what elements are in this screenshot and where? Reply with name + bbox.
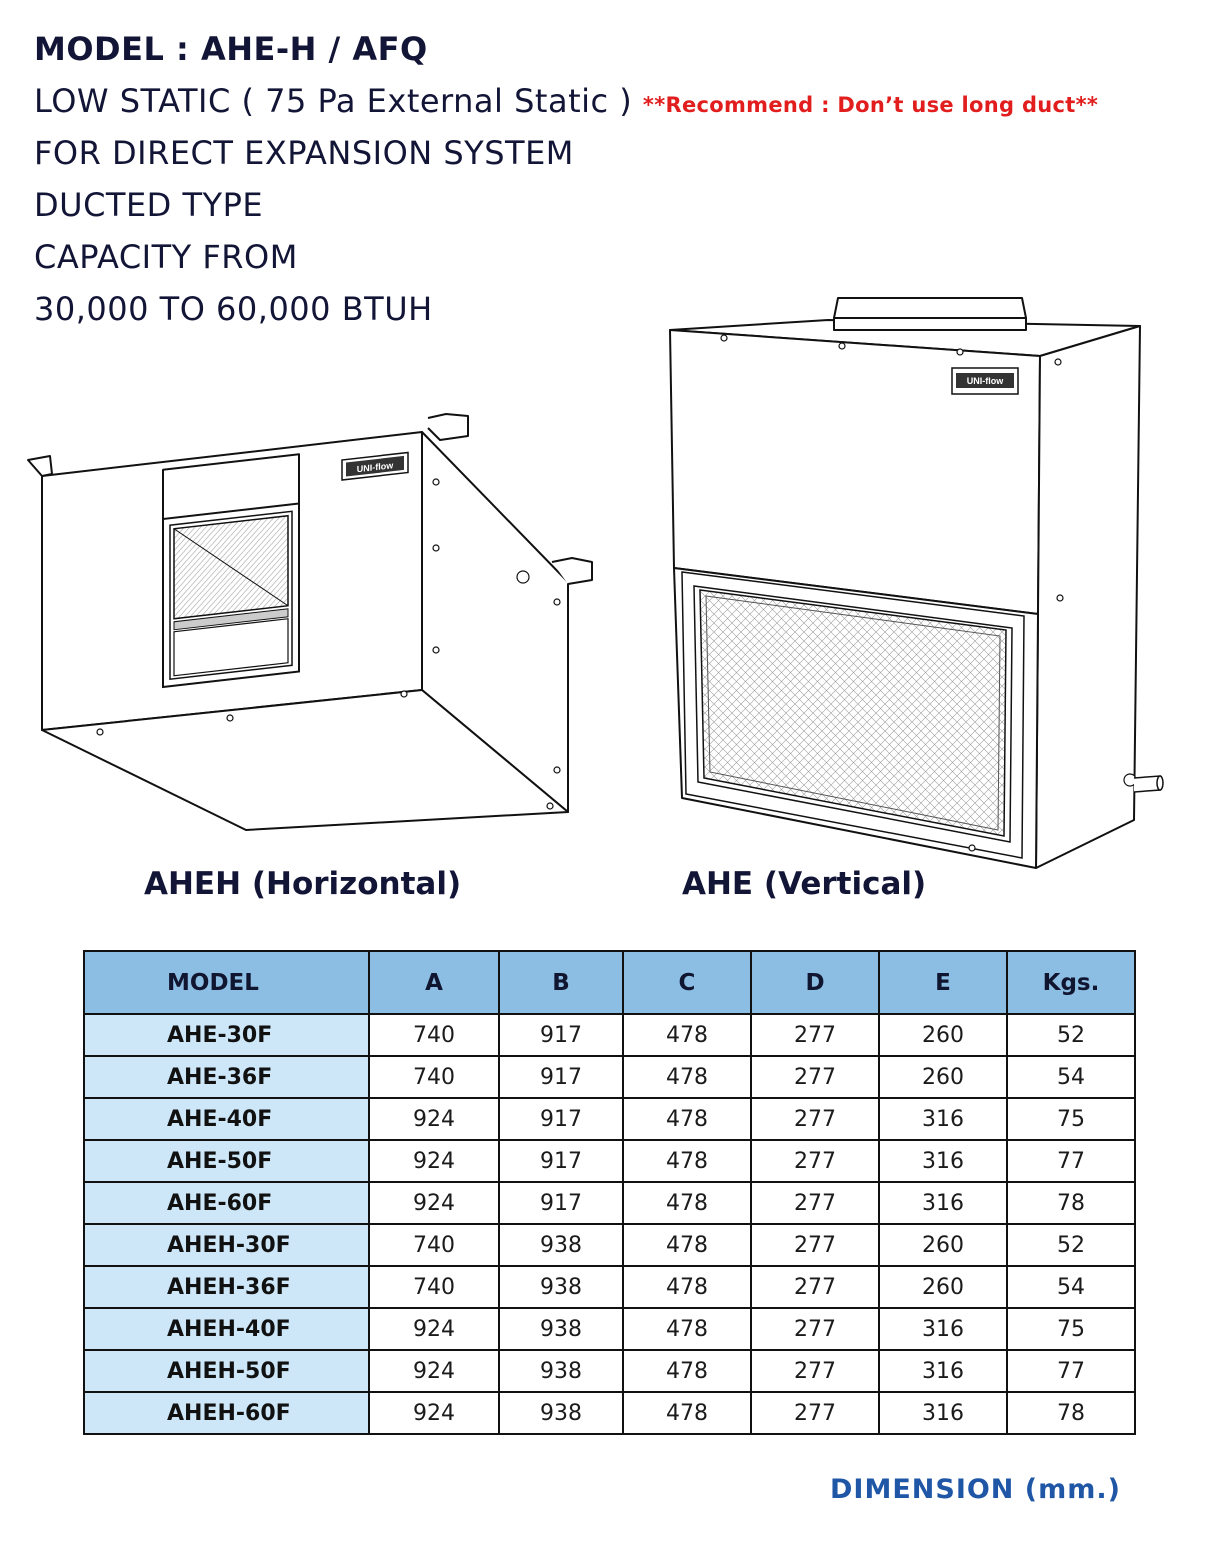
- kgs-cell: 54: [1007, 1266, 1135, 1308]
- column-header-e: E: [879, 951, 1007, 1014]
- table-row: [84, 1140, 1135, 1182]
- e-cell: 316: [879, 1140, 1007, 1182]
- d-cell: 277: [751, 1350, 879, 1392]
- kgs-cell: 78: [1007, 1392, 1135, 1434]
- system-line: FOR DIRECT EXPANSION SYSTEM: [34, 134, 574, 172]
- model-cell: AHE-40F: [84, 1098, 369, 1140]
- b-cell: 917: [499, 1098, 623, 1140]
- c-cell: 478: [623, 1140, 751, 1182]
- model-title: MODEL : AHE-H / AFQ: [34, 30, 428, 68]
- static-text: LOW STATIC ( 75 Pa External Static ): [34, 82, 633, 120]
- d-cell: 277: [751, 1392, 879, 1434]
- e-cell: 260: [879, 1056, 1007, 1098]
- e-cell: 316: [879, 1182, 1007, 1224]
- kgs-cell: 78: [1007, 1182, 1135, 1224]
- b-cell: 917: [499, 1182, 623, 1224]
- capacity-line: CAPACITY FROM: [34, 238, 298, 276]
- column-header-d: D: [751, 951, 879, 1014]
- model-cell: AHEH-60F: [84, 1392, 369, 1434]
- a-cell: 740: [369, 1224, 499, 1266]
- kgs-cell: 75: [1007, 1098, 1135, 1140]
- e-cell: 316: [879, 1350, 1007, 1392]
- table-row: [84, 1266, 1135, 1308]
- table-row: [84, 1350, 1135, 1392]
- a-cell: 924: [369, 1392, 499, 1434]
- c-cell: 478: [623, 1350, 751, 1392]
- table-row: [84, 1224, 1135, 1266]
- b-cell: 938: [499, 1308, 623, 1350]
- b-cell: 938: [499, 1224, 623, 1266]
- svg-text:UNI-flow: UNI-flow: [356, 460, 394, 475]
- column-header-model: MODEL: [84, 951, 369, 1014]
- d-cell: 277: [751, 1182, 879, 1224]
- a-cell: 740: [369, 1056, 499, 1098]
- horizontal-caption: AHEH (Horizontal): [144, 866, 462, 902]
- b-cell: 917: [499, 1014, 623, 1056]
- column-header-kgs: Kgs.: [1007, 951, 1135, 1014]
- table-header-row: [84, 951, 1135, 1014]
- b-cell: 917: [499, 1056, 623, 1098]
- type-line: DUCTED TYPE: [34, 186, 264, 224]
- table-row: [84, 1308, 1135, 1350]
- vertical-unit-illustration: [660, 290, 1180, 870]
- b-cell: 938: [499, 1266, 623, 1308]
- d-cell: 277: [751, 1266, 879, 1308]
- a-cell: 740: [369, 1014, 499, 1056]
- kgs-cell: 52: [1007, 1014, 1135, 1056]
- dimension-table: [83, 950, 1136, 1435]
- kgs-cell: 75: [1007, 1308, 1135, 1350]
- model-cell: AHEH-40F: [84, 1308, 369, 1350]
- a-cell: 924: [369, 1308, 499, 1350]
- d-cell: 277: [751, 1014, 879, 1056]
- vertical-caption: AHE (Vertical): [682, 866, 927, 902]
- e-cell: 260: [879, 1266, 1007, 1308]
- model-cell: AHE-36F: [84, 1056, 369, 1098]
- column-header-c: C: [623, 951, 751, 1014]
- model-cell: AHE-50F: [84, 1140, 369, 1182]
- horizontal-unit-illustration: [20, 400, 620, 840]
- d-cell: 277: [751, 1056, 879, 1098]
- c-cell: 478: [623, 1014, 751, 1056]
- d-cell: 277: [751, 1140, 879, 1182]
- b-cell: 938: [499, 1392, 623, 1434]
- c-cell: 478: [623, 1182, 751, 1224]
- model-cell: AHEH-36F: [84, 1266, 369, 1308]
- d-cell: 277: [751, 1308, 879, 1350]
- kgs-cell: 77: [1007, 1140, 1135, 1182]
- e-cell: 316: [879, 1392, 1007, 1434]
- a-cell: 740: [369, 1266, 499, 1308]
- b-cell: 938: [499, 1350, 623, 1392]
- kgs-cell: 54: [1007, 1056, 1135, 1098]
- c-cell: 478: [623, 1308, 751, 1350]
- table-row: [84, 1056, 1135, 1098]
- c-cell: 478: [623, 1098, 751, 1140]
- range-line: 30,000 TO 60,000 BTUH: [34, 290, 433, 328]
- e-cell: 316: [879, 1098, 1007, 1140]
- column-header-a: A: [369, 951, 499, 1014]
- a-cell: 924: [369, 1098, 499, 1140]
- table-row: [84, 1182, 1135, 1224]
- table-row: [84, 1014, 1135, 1056]
- static-line: [34, 82, 1098, 120]
- model-cell: AHEH-50F: [84, 1350, 369, 1392]
- column-header-b: B: [499, 951, 623, 1014]
- e-cell: 260: [879, 1014, 1007, 1056]
- kgs-cell: 77: [1007, 1350, 1135, 1392]
- table-row: [84, 1392, 1135, 1434]
- e-cell: 316: [879, 1308, 1007, 1350]
- e-cell: 260: [879, 1224, 1007, 1266]
- table-row: [84, 1098, 1135, 1140]
- a-cell: 924: [369, 1350, 499, 1392]
- d-cell: 277: [751, 1224, 879, 1266]
- d-cell: 277: [751, 1098, 879, 1140]
- model-cell: AHEH-30F: [84, 1224, 369, 1266]
- model-cell: AHE-30F: [84, 1014, 369, 1056]
- c-cell: 478: [623, 1392, 751, 1434]
- svg-text:UNI-flow: UNI-flow: [966, 376, 1004, 386]
- recommend-note: **Recommend : Don’t use long duct**: [642, 93, 1099, 117]
- c-cell: 478: [623, 1224, 751, 1266]
- a-cell: 924: [369, 1140, 499, 1182]
- c-cell: 478: [623, 1266, 751, 1308]
- model-cell: AHE-60F: [84, 1182, 369, 1224]
- brand-badge-vertical: [952, 368, 1018, 394]
- kgs-cell: 52: [1007, 1224, 1135, 1266]
- c-cell: 478: [623, 1056, 751, 1098]
- b-cell: 917: [499, 1140, 623, 1182]
- dimension-label: DIMENSION (mm.): [830, 1474, 1122, 1505]
- a-cell: 924: [369, 1182, 499, 1224]
- table-body: [84, 1014, 1135, 1434]
